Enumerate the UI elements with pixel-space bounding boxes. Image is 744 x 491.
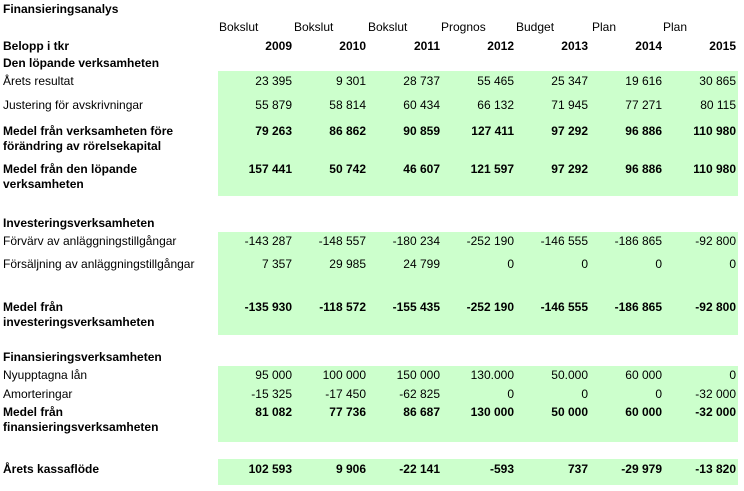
row-value: 0 [655,257,662,271]
row-value: -135 930 [244,300,292,314]
row-value: 66 132 [477,98,514,112]
row-value: 130.000 [470,368,514,382]
row-value: -148 557 [318,234,366,248]
row-value: 95 000 [255,368,292,382]
row-value: 96 886 [625,162,662,176]
year-0: 2009 [265,39,292,53]
row-value: -22 141 [399,462,440,476]
row-value: -593 [489,462,514,476]
row-value: 0 [581,387,588,401]
section-investering: Investeringsverksamheten [3,216,155,230]
column-type-0: Bokslut [219,20,259,34]
row-label: Årets kassaflöde [3,462,100,476]
row-value: -143 287 [244,234,292,248]
row-value: 23 395 [255,74,292,88]
row-value: 55 465 [477,74,514,88]
row-value: 90 859 [403,124,440,138]
row-value: 30 865 [699,74,736,88]
row-value: 130 000 [470,405,514,419]
row-value: 50.000 [551,368,588,382]
row-value: 0 [729,368,736,382]
year-6: 2015 [709,39,736,53]
row-value: -155 435 [392,300,440,314]
row-value: -252 190 [466,300,514,314]
row-value: 60 000 [625,368,662,382]
row-value: 77 271 [625,98,662,112]
year-3: 2012 [487,39,514,53]
row-value: 150 000 [396,368,440,382]
row-value: 9 301 [335,74,366,88]
row-value: 157 441 [248,162,292,176]
row-value: 110 980 [693,162,736,176]
row-label: Medel från den löpande verksamheten [3,162,138,191]
row-value: 737 [567,462,588,476]
row-value: 86 687 [403,405,440,419]
year-4: 2013 [561,39,588,53]
row-value: 121 597 [470,162,514,176]
year-1: 2010 [339,39,366,53]
row-label: Medel från finansieringsverksamheten [3,405,159,434]
row-value: -32 000 [695,387,736,401]
row-value: 102 593 [248,462,292,476]
row-value: 96 886 [625,124,662,138]
row-label: Medel från investeringsverksamheten [3,300,155,329]
row-value: 55 879 [255,98,292,112]
row-value: -186 865 [614,234,662,248]
sheet-title: Finansieringsanalys [3,2,119,16]
year-5: 2014 [635,39,662,53]
row-value: 9 906 [335,462,366,476]
row-value: 50 742 [329,162,366,176]
row-value: 97 292 [551,162,588,176]
row-label: Justering för avskrivningar [3,98,144,112]
row-value: -180 234 [392,234,440,248]
row-value: 0 [507,387,514,401]
row-value: -252 190 [466,234,514,248]
row-value: 19 616 [625,74,662,88]
row-label: Medel från verksamheten före förändring av rörelsekapital [3,124,174,153]
row-value: 0 [729,257,736,271]
row-value: -32 000 [695,405,736,419]
row-value: 0 [655,387,662,401]
row-value: 77 736 [329,405,366,419]
row-value: 60 000 [625,405,662,419]
row-value: 81 082 [255,405,292,419]
row-value: 28 737 [403,74,440,88]
row-value: 29 985 [329,257,366,271]
row-value: 71 945 [551,98,588,112]
row-value: -146 555 [540,234,588,248]
row-value: -17 450 [325,387,366,401]
column-type-3: Prognos [441,20,486,34]
row-label: Förvärv av anläggningstillgångar [3,234,177,248]
row-value: -15 325 [251,387,292,401]
row-value: 0 [581,257,588,271]
row-value: 58 814 [329,98,366,112]
column-type-4: Budget [516,20,555,34]
row-label: Försäljning av anläggningstillgångar [3,257,195,271]
section-lopande: Den löpande verksamheten [3,56,160,70]
row-value: -92 800 [695,234,736,248]
row-value: 80 115 [700,98,736,112]
row-value: 100 000 [322,368,366,382]
row-value: 60 434 [403,98,440,112]
row-label: Amorteringar [3,387,73,401]
column-type-5: Plan [592,20,617,34]
column-type-6: Plan [663,20,688,34]
row-value: 50 000 [551,405,588,419]
row-label: Nyupptagna lån [3,368,88,382]
column-type-1: Bokslut [294,20,334,34]
row-value: 79 263 [255,124,292,138]
row-value: -13 820 [695,462,736,476]
row-value: 86 862 [329,124,366,138]
row-value: 25 347 [551,74,588,88]
year-2: 2011 [413,39,440,53]
row-value: 7 357 [261,257,292,271]
column-type-2: Bokslut [368,20,408,34]
row-value: 97 292 [551,124,588,138]
row-value: 127 411 [471,124,514,138]
row-value: -118 572 [319,300,366,314]
row-label: Årets resultat [3,74,74,88]
row-value: -62 825 [399,387,440,401]
row-value: -186 865 [614,300,662,314]
row-value: -146 555 [540,300,588,314]
row-value: -29 979 [621,462,662,476]
row-value: 0 [507,257,514,271]
row-value: 46 607 [403,162,440,176]
section-finansiering: Finansieringsverksamheten [3,350,162,364]
row-value: 24 799 [403,257,440,271]
row-value: -92 800 [695,300,736,314]
unit-label: Belopp i tkr [3,39,70,53]
row-value: 110 980 [693,124,736,138]
